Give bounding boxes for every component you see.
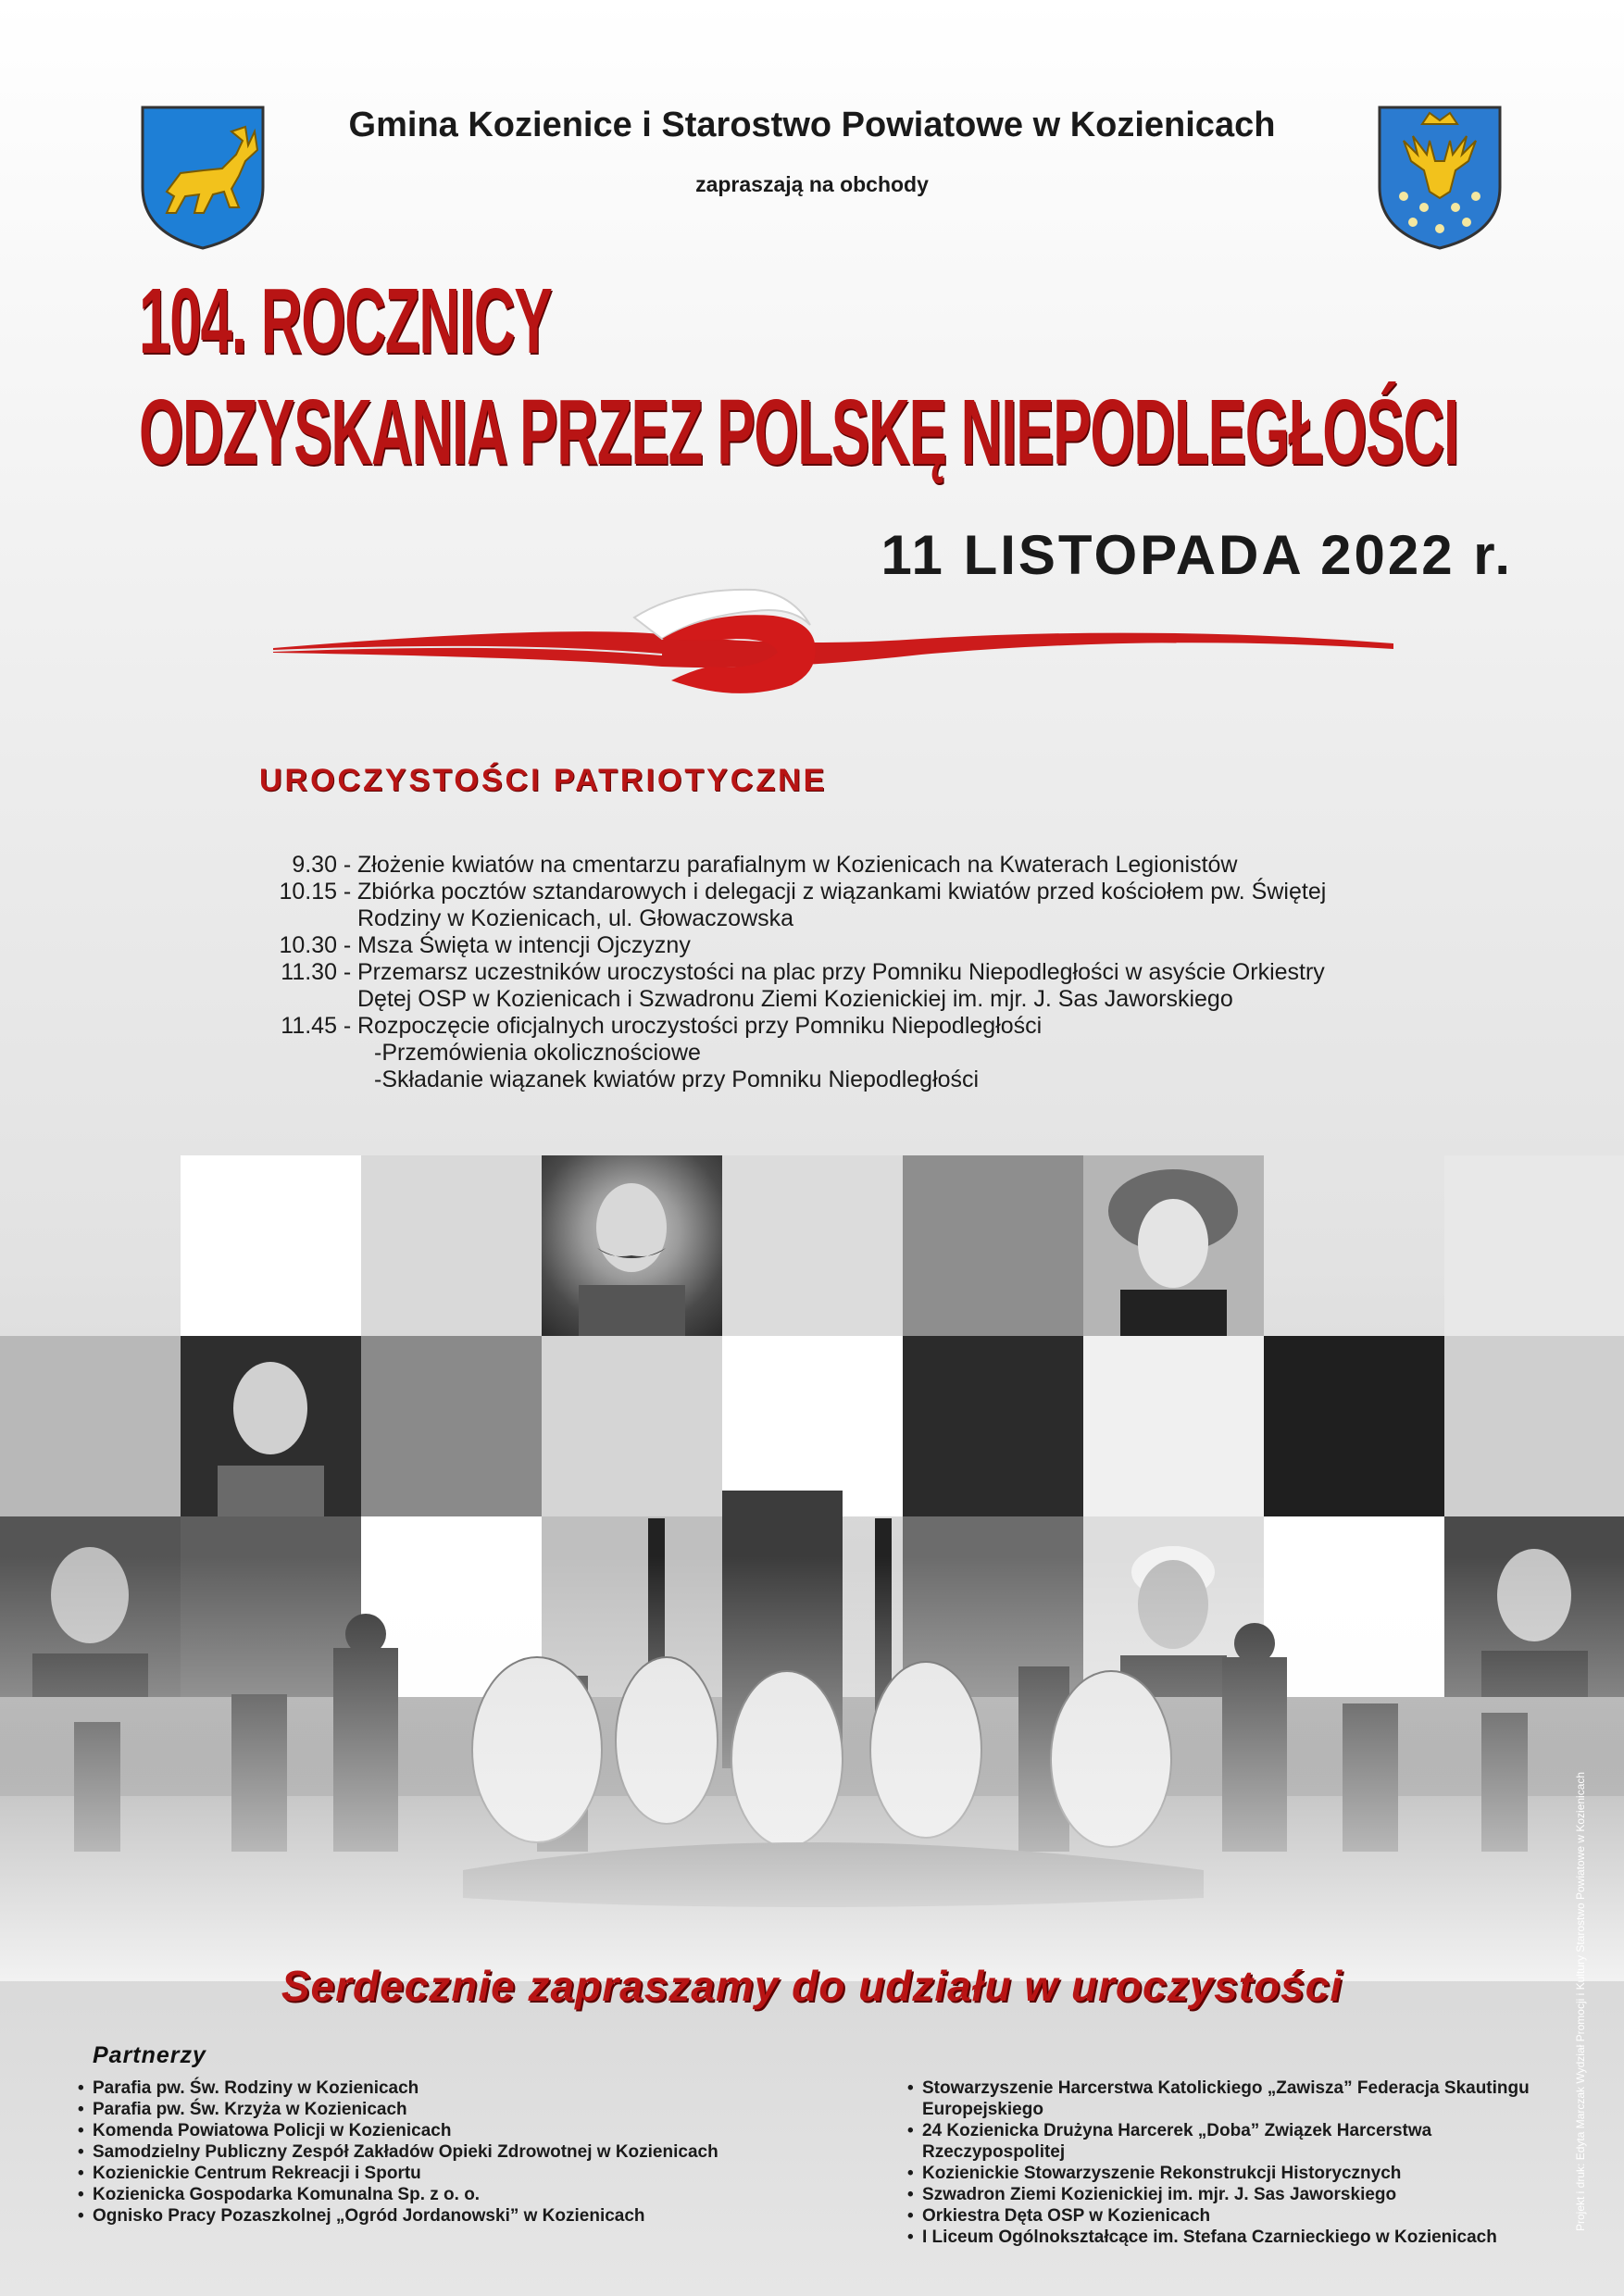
partner-item: • Ognisko Pracy Pozaszkolnej „Ogród Jordanowski” w Kozienicach [76,2205,891,2227]
partner-item: • Kozienickie Stowarzyszenie Rekonstrukcji Historycznych [906,2163,1554,2184]
portrait-pilsudski [542,1155,722,1336]
schedule-item: 11.30 - Przemarsz uczestników uroczystości na plac przy Pomniku Niepodległości w asyście Orkiestry [256,959,1413,986]
partner-item: • Parafia pw. Św. Krzyża w Kozienicach [76,2099,891,2120]
partner-item: • Orkiestra Dęta OSP w Kozienicach [906,2205,1554,2227]
title-line-1: 104. ROCZNICY [139,269,552,373]
schedule-item: 10.15 - Zbiórka pocztów sztandarowych i delegacji z wiązankami kwiatów przed kościołem pw. Świętej [256,879,1413,905]
schedule-text: Msza Święta w intencji Ojczyzny [357,932,691,958]
schedule-time: 9.30 [292,852,337,878]
schedule-text: Przemarsz uczestników uroczystości na plac przy Pomniku Niepodległości w asyście Orkiestry [357,959,1325,985]
schedule-text: Zbiórka pocztów sztandarowych i delegacji z wiązankami kwiatów przed kościołem pw. Świętej [357,879,1327,905]
schedule-item: 11.45 - Rozpoczęcie oficjalnych uroczystości przy Pomniku Niepodległości [256,1013,1413,1040]
schedule-text: Rozpoczęcie oficjalnych uroczystości przy Pomniku Niepodległości [357,1013,1043,1039]
partners-list-right [906,2078,1554,2248]
partner-item: • Samodzielny Publiczny Zespół Zakładów Opieki Zdrowotnej w Kozienicach [76,2141,891,2163]
closing-invitation: Serdecznie zapraszamy do udziału w uroczystości [281,1962,1343,2010]
event-date: 11 LISTOPADA 2022 r. [881,524,1513,586]
schedule-time: 11.45 [281,1013,337,1039]
schedule-item: 10.30 - Msza Święta w intencji Ojczyzny [256,932,1413,959]
design-credit: Projekt i druk: Edyta Marczak Wydział Promocji i Kultury Starostwo Powiatowe w Kozienicach [1574,1771,1587,2231]
portrait-paderewski [1083,1155,1264,1336]
partner-item: • Stowarzyszenie Harcerstwa Katolickiego „Zawisza” Federacja Skautingu Europejskiego [906,2078,1554,2120]
organizers-heading: Gmina Kozienice i Starostwo Powiatowe w Kozienicach [348,106,1276,144]
schedule-subitem: -Składanie wiązanek kwiatów przy Pomniku Niepodległości [374,1067,980,1092]
flag-ribbon [273,569,1393,708]
schedule-time: 10.15 [279,879,337,905]
schedule-time: 11.30 [281,959,337,985]
partner-item: • Komenda Powiatowa Policji w Kozienicach [76,2120,891,2141]
schedule-text: Złożenie kwiatów na cmentarzu parafialnym w Kozienicach na Kwaterach Legionistów [357,852,1238,878]
schedule-subitem: -Przemówienia okolicznościowe [374,1040,701,1066]
schedule-item: 9.30 - Złożenie kwiatów na cmentarzu parafialnym w Kozienicach na Kwaterach Legionistów [256,852,1413,879]
schedule-text-continued: Dętej OSP w Kozienicach i Szwadronu Ziemi Kozienickiej im. mjr. J. Sas Jaworskiego [357,986,1233,1012]
ceremony-photo [0,1481,1624,1981]
partner-item: • I Liceum Ogólnokształcące im. Stefana Czarnieckiego w Kozienicach [906,2227,1554,2248]
partner-item: • Parafia pw. Św. Rodziny w Kozienicach [76,2078,891,2099]
partner-item: • 24 Kozienicka Drużyna Harcerek „Doba” Związek Harcerstwa Rzeczypospolitej [906,2120,1554,2163]
partners-heading: Partnerzy [93,2042,206,2068]
schedule-time: 10.30 [279,932,337,958]
partner-item: • Kozienicka Gospodarka Komunalna Sp. z o. o. [76,2184,891,2205]
schedule-heading: UROCZYSTOŚCI PATRIOTYCZNE [259,763,828,798]
schedule-list [256,852,1413,1093]
partners-list-left [76,2078,891,2227]
invite-text: zapraszają na obchody [695,172,929,196]
partner-item: • Szwadron Ziemi Kozienickiej im. mjr. J. Sas Jaworskiego [906,2184,1554,2205]
title-line-2: ODZYSKANIA PRZEZ POLSKĘ NIEPODLEGŁOŚCI [139,381,1458,484]
schedule-text-continued: Rodziny w Kozienicach, ul. Głowaczowska [357,905,794,931]
partner-item: • Kozienickie Centrum Rekreacji i Sportu [76,2163,891,2184]
